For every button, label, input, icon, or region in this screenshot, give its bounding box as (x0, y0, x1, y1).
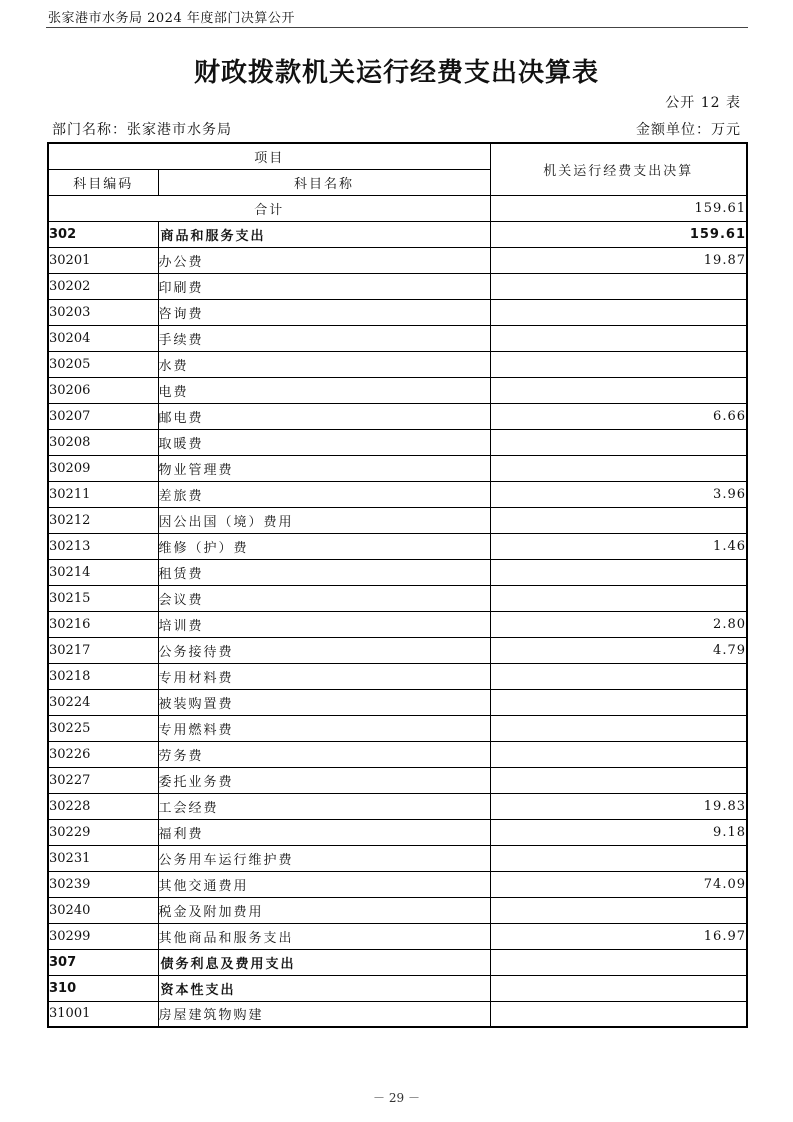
header-project: 项目 (48, 143, 490, 169)
header-value: 机关运行经费支出决算 (490, 143, 747, 195)
row-name: 电费 (158, 377, 490, 403)
row-value (490, 273, 747, 299)
row-code: 30205 (48, 351, 158, 377)
row-value (490, 949, 747, 975)
row-value (490, 663, 747, 689)
row-code: 30299 (48, 923, 158, 949)
table-row (48, 559, 747, 585)
row-code: 30201 (48, 247, 158, 273)
table-row (48, 741, 747, 767)
row-value: 4.79 (490, 637, 747, 663)
row-value (490, 455, 747, 481)
row-value (490, 897, 747, 923)
row-value (490, 689, 747, 715)
row-name: 手续费 (158, 325, 490, 351)
table-row (48, 637, 747, 663)
table-row (48, 923, 747, 949)
row-value: 16.97 (490, 923, 747, 949)
table-row (48, 507, 747, 533)
row-code: 30204 (48, 325, 158, 351)
row-code: 30240 (48, 897, 158, 923)
row-name: 咨询费 (158, 299, 490, 325)
row-name: 办公费 (158, 247, 490, 273)
row-name: 其他交通费用 (158, 871, 490, 897)
row-name: 被装购置费 (158, 689, 490, 715)
running-header: 张家港市水务局 2024 年度部门决算公开 (48, 11, 295, 26)
header-name: 科目名称 (158, 169, 490, 195)
table-row (48, 429, 747, 455)
table-row (48, 871, 747, 897)
row-name: 物业管理费 (158, 455, 490, 481)
row-name: 福利费 (158, 819, 490, 845)
header-divider (46, 27, 748, 28)
row-code: 30212 (48, 507, 158, 533)
table-row (48, 299, 747, 325)
row-name: 取暖费 (158, 429, 490, 455)
row-code: 30226 (48, 741, 158, 767)
table-row (48, 715, 747, 741)
row-value (490, 377, 747, 403)
table-row (48, 585, 747, 611)
table-row (48, 897, 747, 923)
row-name: 税金及附加费用 (158, 897, 490, 923)
row-name: 会议费 (158, 585, 490, 611)
table-row (48, 377, 747, 403)
row-value: 19.87 (490, 247, 747, 273)
row-code: 307 (48, 949, 158, 975)
row-value (490, 299, 747, 325)
table-row (48, 611, 747, 637)
row-name: 专用材料费 (158, 663, 490, 689)
total-value: 159.61 (490, 195, 747, 221)
expenditure-table (47, 142, 748, 1028)
row-code: 30231 (48, 845, 158, 871)
row-value (490, 767, 747, 793)
table-row (48, 975, 747, 1001)
row-value (490, 559, 747, 585)
row-name: 房屋建筑物购建 (158, 1001, 490, 1027)
row-value (490, 845, 747, 871)
row-name: 劳务费 (158, 741, 490, 767)
row-value: 9.18 (490, 819, 747, 845)
row-code: 30203 (48, 299, 158, 325)
row-code: 30218 (48, 663, 158, 689)
row-name: 商品和服务支出 (158, 221, 490, 247)
table-number: 公开 12 表 (665, 95, 741, 111)
row-code: 30217 (48, 637, 158, 663)
row-code: 30208 (48, 429, 158, 455)
row-value (490, 975, 747, 1001)
row-code: 31001 (48, 1001, 158, 1027)
row-code: 30224 (48, 689, 158, 715)
row-code: 30216 (48, 611, 158, 637)
row-code: 310 (48, 975, 158, 1001)
row-code: 30227 (48, 767, 158, 793)
row-value: 2.80 (490, 611, 747, 637)
row-value (490, 507, 747, 533)
row-code: 30239 (48, 871, 158, 897)
row-code: 302 (48, 221, 158, 247)
row-name: 公务接待费 (158, 637, 490, 663)
table-row (48, 767, 747, 793)
row-value (490, 351, 747, 377)
department-name: 部门名称：张家港市水务局 (52, 122, 232, 138)
table-row (48, 819, 747, 845)
row-code: 30225 (48, 715, 158, 741)
row-code: 30209 (48, 455, 158, 481)
header-row-project (48, 143, 747, 169)
table-row (48, 455, 747, 481)
table-row (48, 689, 747, 715)
table-row (48, 481, 747, 507)
table-row (48, 1001, 747, 1027)
total-row (48, 195, 747, 221)
row-value: 6.66 (490, 403, 747, 429)
row-value: 159.61 (490, 221, 747, 247)
table-row (48, 273, 747, 299)
table-row (48, 949, 747, 975)
row-value: 74.09 (490, 871, 747, 897)
row-code: 30215 (48, 585, 158, 611)
row-value (490, 715, 747, 741)
row-code: 30202 (48, 273, 158, 299)
row-value (490, 585, 747, 611)
row-name: 租赁费 (158, 559, 490, 585)
row-name: 其他商品和服务支出 (158, 923, 490, 949)
row-name: 公务用车运行维护费 (158, 845, 490, 871)
row-value: 1.46 (490, 533, 747, 559)
row-code: 30229 (48, 819, 158, 845)
page-number: － 29 － (373, 1091, 420, 1105)
table-row (48, 351, 747, 377)
row-name: 印刷费 (158, 273, 490, 299)
amount-unit: 金额单位：万元 (636, 122, 741, 138)
table-row (48, 403, 747, 429)
row-name: 资本性支出 (158, 975, 490, 1001)
row-name: 维修（护）费 (158, 533, 490, 559)
page-title: 财政拨款机关运行经费支出决算表 (193, 58, 599, 88)
row-code: 30211 (48, 481, 158, 507)
row-name: 工会经费 (158, 793, 490, 819)
table-row (48, 845, 747, 871)
row-name: 债务利息及费用支出 (158, 949, 490, 975)
row-code: 30228 (48, 793, 158, 819)
total-label: 合计 (48, 195, 490, 221)
row-code: 30214 (48, 559, 158, 585)
row-code: 30213 (48, 533, 158, 559)
row-value: 19.83 (490, 793, 747, 819)
row-code: 30207 (48, 403, 158, 429)
row-name: 因公出国（境）费用 (158, 507, 490, 533)
table-row (48, 325, 747, 351)
table-row (48, 533, 747, 559)
row-value (490, 1001, 747, 1027)
row-value: 3.96 (490, 481, 747, 507)
row-name: 邮电费 (158, 403, 490, 429)
row-name: 差旅费 (158, 481, 490, 507)
table-row (48, 793, 747, 819)
table-row (48, 247, 747, 273)
row-name: 专用燃料费 (158, 715, 490, 741)
table-row (48, 221, 747, 247)
row-value (490, 741, 747, 767)
row-code: 30206 (48, 377, 158, 403)
row-value (490, 429, 747, 455)
row-value (490, 325, 747, 351)
row-name: 委托业务费 (158, 767, 490, 793)
header-code: 科目编码 (48, 169, 158, 195)
table-row (48, 663, 747, 689)
row-name: 水费 (158, 351, 490, 377)
row-name: 培训费 (158, 611, 490, 637)
